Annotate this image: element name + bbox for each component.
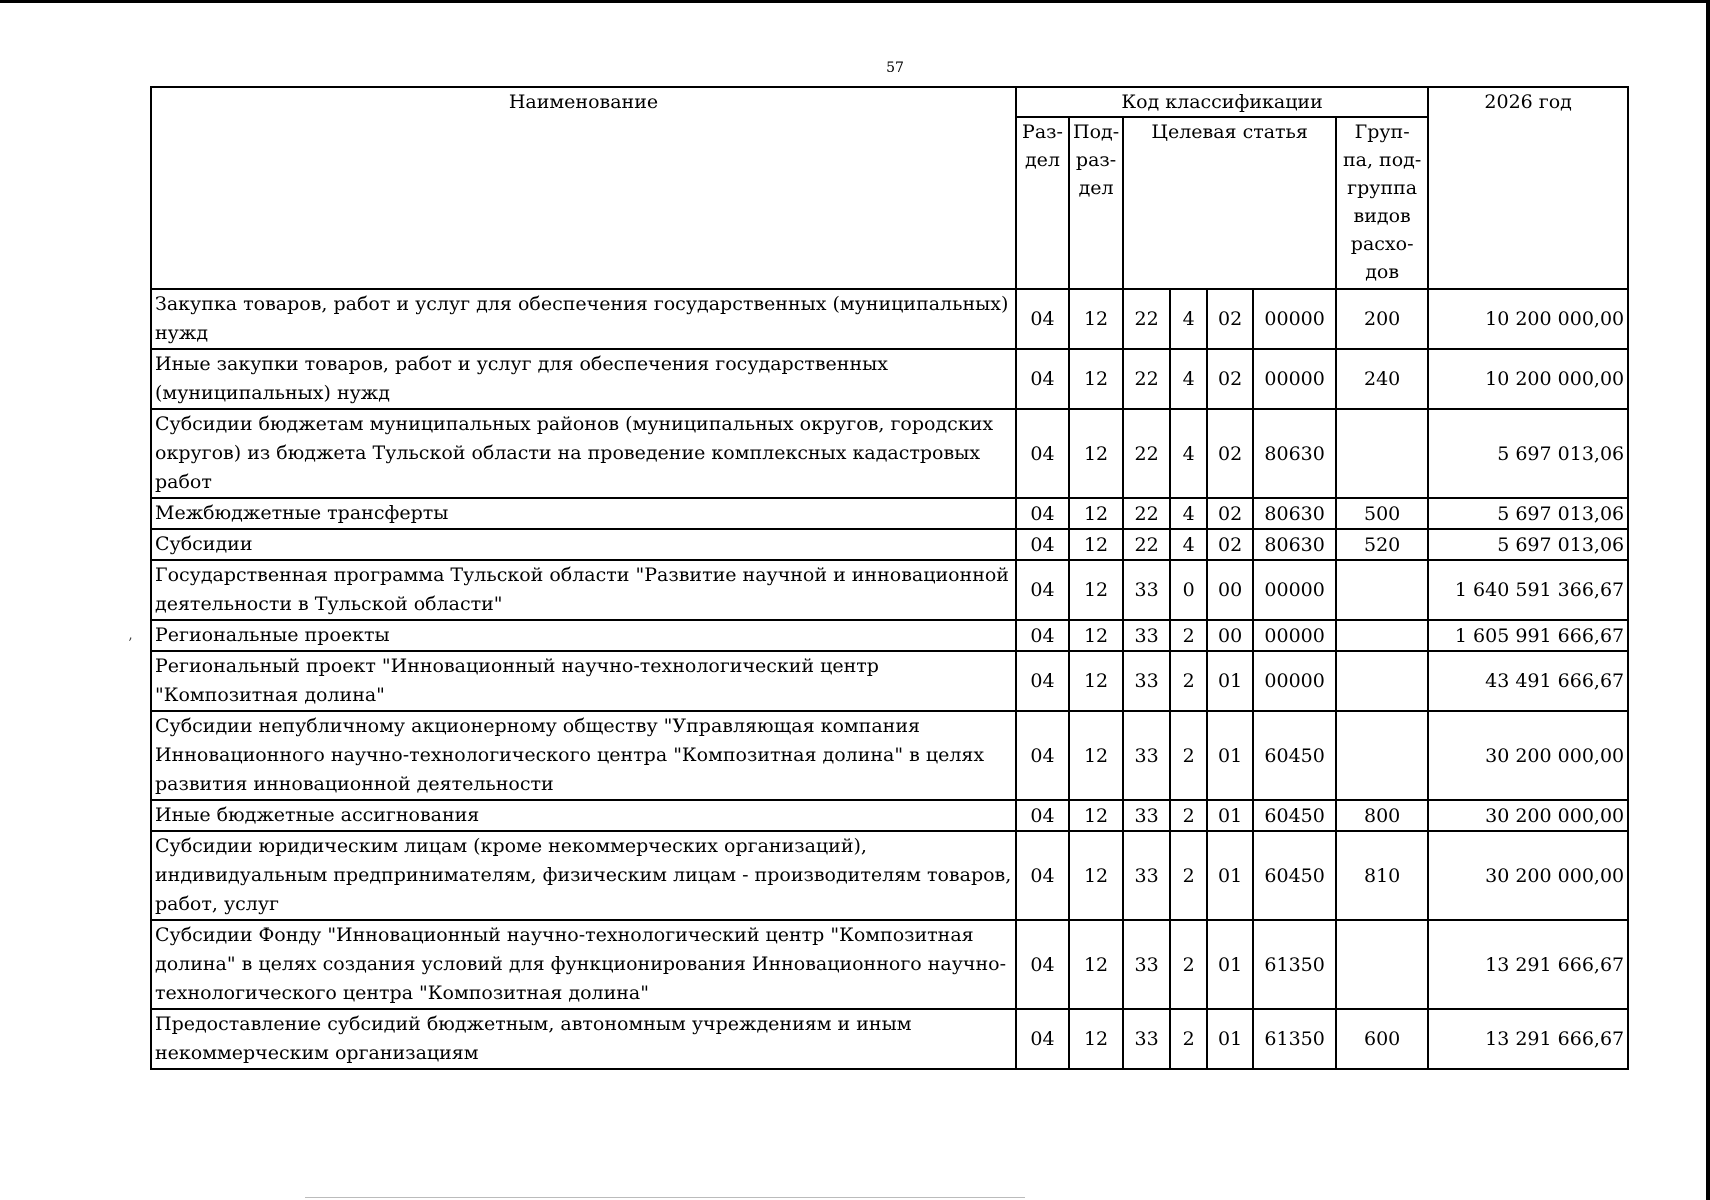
target-article-part3: 00 [1207, 560, 1253, 620]
podrazdel-cell: 12 [1069, 920, 1123, 1009]
target-article-part4: 00000 [1253, 560, 1336, 620]
razdel-cell: 04 [1016, 409, 1069, 498]
target-article-part2: 2 [1170, 800, 1207, 831]
table-row [151, 349, 1628, 409]
row-name: Межбюджетные трансферты [151, 498, 1016, 529]
target-article-part3: 02 [1207, 409, 1253, 498]
target-article-part4: 00000 [1253, 620, 1336, 651]
header-section: Раз- дел [1016, 117, 1069, 289]
table-row [151, 711, 1628, 800]
podrazdel-cell: 12 [1069, 560, 1123, 620]
row-amount: 30 200 000,00 [1428, 831, 1628, 920]
target-article-part1: 22 [1123, 498, 1170, 529]
podrazdel-cell: 12 [1069, 1009, 1123, 1069]
scan-speck: ’ [128, 636, 133, 652]
row-amount: 43 491 666,67 [1428, 651, 1628, 711]
podrazdel-cell: 12 [1069, 289, 1123, 349]
target-article-part1: 22 [1123, 409, 1170, 498]
row-name: Субсидии [151, 529, 1016, 560]
podrazdel-cell: 12 [1069, 498, 1123, 529]
target-article-part1: 33 [1123, 560, 1170, 620]
target-article-part2: 2 [1170, 831, 1207, 920]
podrazdel-cell: 12 [1069, 349, 1123, 409]
header-classification-code: Код классификации [1016, 87, 1428, 117]
target-article-part2: 2 [1170, 620, 1207, 651]
header-expense-group: Груп- па, под- группа видов расхо- дов [1336, 117, 1428, 289]
expense-group-cell: 600 [1336, 1009, 1428, 1069]
target-article-part1: 22 [1123, 289, 1170, 349]
scan-edge-line [305, 1197, 1025, 1198]
row-amount: 10 200 000,00 [1428, 289, 1628, 349]
target-article-part3: 01 [1207, 831, 1253, 920]
target-article-part4: 80630 [1253, 529, 1336, 560]
target-article-part2: 2 [1170, 1009, 1207, 1069]
razdel-cell: 04 [1016, 289, 1069, 349]
target-article-part1: 33 [1123, 1009, 1170, 1069]
row-name: Субсидии юридическим лицам (кроме некоммерческих организаций), индивидуальным предпринимателям, физическим лицам - производителям товаров, работ, услуг [151, 831, 1016, 920]
row-name: Государственная программа Тульской области "Развитие научной и инновационной деятельности в Тульской области" [151, 560, 1016, 620]
table-row [151, 529, 1628, 560]
target-article-part4: 61350 [1253, 1009, 1336, 1069]
target-article-part4: 61350 [1253, 920, 1336, 1009]
razdel-cell: 04 [1016, 560, 1069, 620]
table-row [151, 651, 1628, 711]
header-target-article: Целевая статья [1123, 117, 1336, 289]
razdel-cell: 04 [1016, 1009, 1069, 1069]
razdel-cell: 04 [1016, 711, 1069, 800]
target-article-part3: 01 [1207, 800, 1253, 831]
razdel-cell: 04 [1016, 349, 1069, 409]
podrazdel-cell: 12 [1069, 831, 1123, 920]
header-subsection: Под- раз- дел [1069, 117, 1123, 289]
target-article-part2: 4 [1170, 498, 1207, 529]
table-row [151, 831, 1628, 920]
table-row [151, 560, 1628, 620]
target-article-part3: 01 [1207, 1009, 1253, 1069]
budget-table [150, 86, 1629, 1070]
table-row [151, 1009, 1628, 1069]
target-article-part2: 4 [1170, 409, 1207, 498]
target-article-part2: 2 [1170, 711, 1207, 800]
target-article-part4: 00000 [1253, 349, 1336, 409]
expense-group-cell: 500 [1336, 498, 1428, 529]
target-article-part1: 33 [1123, 800, 1170, 831]
expense-group-cell [1336, 711, 1428, 800]
expense-group-cell: 810 [1336, 831, 1428, 920]
target-article-part3: 00 [1207, 620, 1253, 651]
target-article-part3: 01 [1207, 711, 1253, 800]
target-article-part4: 60450 [1253, 711, 1336, 800]
target-article-part2: 2 [1170, 651, 1207, 711]
podrazdel-cell: 12 [1069, 711, 1123, 800]
target-article-part1: 33 [1123, 651, 1170, 711]
row-name: Региональные проекты [151, 620, 1016, 651]
target-article-part4: 60450 [1253, 831, 1336, 920]
podrazdel-cell: 12 [1069, 529, 1123, 560]
razdel-cell: 04 [1016, 620, 1069, 651]
target-article-part3: 01 [1207, 651, 1253, 711]
expense-group-cell [1336, 651, 1428, 711]
target-article-part3: 01 [1207, 920, 1253, 1009]
row-name: Субсидии бюджетам муниципальных районов (муниципальных округов, городских округов) из бюджета Тульской области на проведение комплексных кадастровых работ [151, 409, 1016, 498]
podrazdel-cell: 12 [1069, 409, 1123, 498]
podrazdel-cell: 12 [1069, 620, 1123, 651]
razdel-cell: 04 [1016, 529, 1069, 560]
expense-group-cell: 800 [1336, 800, 1428, 831]
page-number: 57 [886, 60, 904, 76]
expense-group-cell [1336, 920, 1428, 1009]
row-amount: 5 697 013,06 [1428, 409, 1628, 498]
row-name: Иные бюджетные ассигнования [151, 800, 1016, 831]
table-row [151, 289, 1628, 349]
podrazdel-cell: 12 [1069, 651, 1123, 711]
row-name: Предоставление субсидий бюджетным, автономным учреждениям и иным некоммерческим организациям [151, 1009, 1016, 1069]
target-article-part3: 02 [1207, 349, 1253, 409]
row-amount: 30 200 000,00 [1428, 711, 1628, 800]
table-row [151, 409, 1628, 498]
razdel-cell: 04 [1016, 831, 1069, 920]
page-right-border [1706, 0, 1710, 1200]
expense-group-cell [1336, 409, 1428, 498]
target-article-part4: 00000 [1253, 289, 1336, 349]
razdel-cell: 04 [1016, 800, 1069, 831]
header-name: Наименование [151, 87, 1016, 289]
razdel-cell: 04 [1016, 920, 1069, 1009]
row-amount: 13 291 666,67 [1428, 1009, 1628, 1069]
row-name: Субсидии Фонду "Инновационный научно-технологический центр "Композитная долина" в целях создания условий для функционирования Инновационного научно-технологического центра "Композитная долина" [151, 920, 1016, 1009]
target-article-part1: 33 [1123, 831, 1170, 920]
target-article-part2: 0 [1170, 560, 1207, 620]
row-name: Закупка товаров, работ и услуг для обеспечения государственных (муниципальных) нужд [151, 289, 1016, 349]
table-body [151, 289, 1628, 1069]
table-row [151, 620, 1628, 651]
target-article-part3: 02 [1207, 498, 1253, 529]
target-article-part1: 33 [1123, 920, 1170, 1009]
row-amount: 1 640 591 366,67 [1428, 560, 1628, 620]
row-amount: 30 200 000,00 [1428, 800, 1628, 831]
expense-group-cell: 200 [1336, 289, 1428, 349]
row-amount: 10 200 000,00 [1428, 349, 1628, 409]
expense-group-cell [1336, 620, 1428, 651]
row-amount: 5 697 013,06 [1428, 498, 1628, 529]
podrazdel-cell: 12 [1069, 800, 1123, 831]
expense-group-cell [1336, 560, 1428, 620]
row-name: Региональный проект "Инновационный научно-технологический центр "Композитная долина" [151, 651, 1016, 711]
target-article-part4: 60450 [1253, 800, 1336, 831]
expense-group-cell: 520 [1336, 529, 1428, 560]
target-article-part1: 33 [1123, 620, 1170, 651]
header-year: 2026 год [1428, 87, 1628, 289]
row-amount: 1 605 991 666,67 [1428, 620, 1628, 651]
row-name: Субсидии непубличному акционерному обществу "Управляющая компания Инновационного научно-технологического центра "Композитная долина" в целях развития инновационной деятельности [151, 711, 1016, 800]
target-article-part1: 22 [1123, 529, 1170, 560]
target-article-part4: 80630 [1253, 498, 1336, 529]
table-row [151, 920, 1628, 1009]
table-row [151, 800, 1628, 831]
header-row-top [151, 87, 1628, 117]
target-article-part2: 4 [1170, 289, 1207, 349]
target-article-part2: 4 [1170, 349, 1207, 409]
target-article-part2: 4 [1170, 529, 1207, 560]
target-article-part1: 22 [1123, 349, 1170, 409]
row-amount: 5 697 013,06 [1428, 529, 1628, 560]
target-article-part1: 33 [1123, 711, 1170, 800]
target-article-part4: 80630 [1253, 409, 1336, 498]
row-amount: 13 291 666,67 [1428, 920, 1628, 1009]
page-top-border [0, 0, 1710, 3]
target-article-part3: 02 [1207, 529, 1253, 560]
target-article-part2: 2 [1170, 920, 1207, 1009]
table-row [151, 498, 1628, 529]
target-article-part3: 02 [1207, 289, 1253, 349]
row-name: Иные закупки товаров, работ и услуг для обеспечения государственных (муниципальных) нужд [151, 349, 1016, 409]
target-article-part4: 00000 [1253, 651, 1336, 711]
expense-group-cell: 240 [1336, 349, 1428, 409]
razdel-cell: 04 [1016, 498, 1069, 529]
razdel-cell: 04 [1016, 651, 1069, 711]
